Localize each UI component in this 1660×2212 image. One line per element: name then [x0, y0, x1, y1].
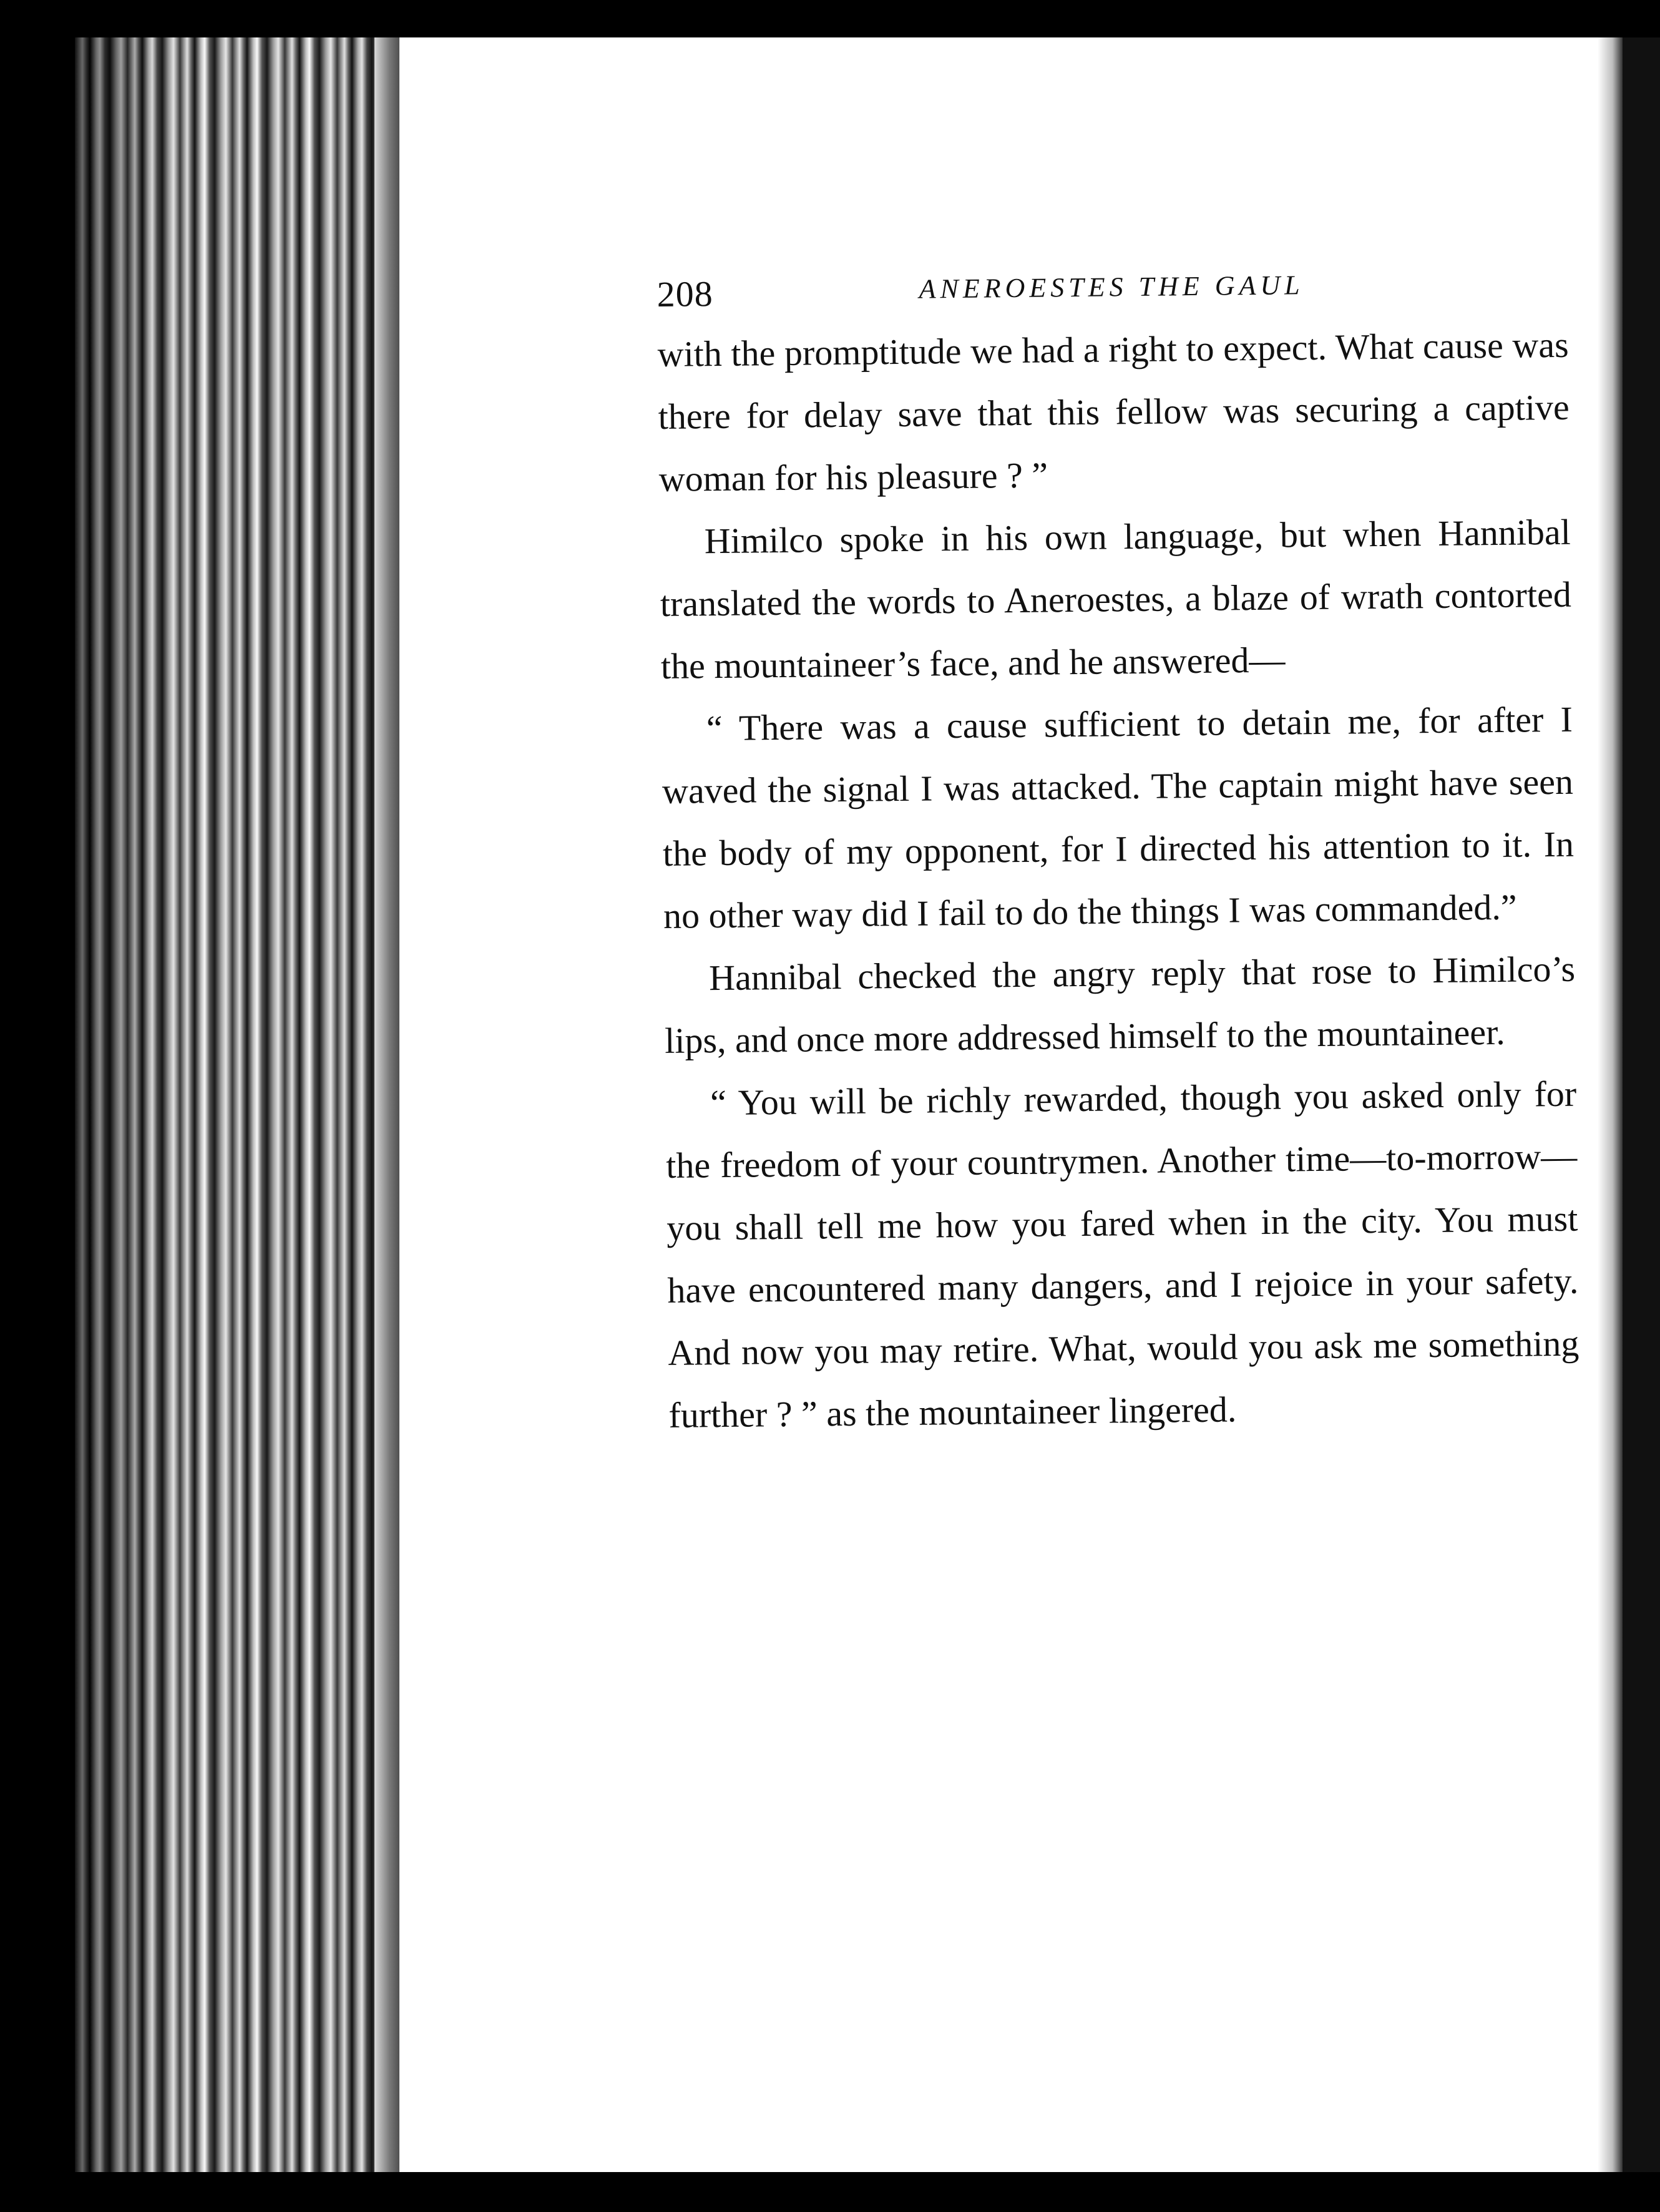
scan-border — [1623, 37, 1660, 2172]
page-edge-shadow — [1598, 37, 1623, 2172]
page-header — [657, 245, 1568, 323]
paragraph-4: Hannibal checked the angry reply that rose to Himilco’s lips, and once more addressed himself to the mountaineer. — [664, 948, 1576, 1061]
paragraph-5: “ You will be richly rewarded, though you asked only for the freedom of your countrymen. Another time—to-morrow—you shall tell me how you fared when in the city. You must have encountered many dangers, and I rejoice in your safety. And now you may retire. What, would you ask me something further ? ” as the mountaineer lingered. — [665, 1073, 1579, 1436]
paragraph-3: “ There was a cause sufficient to detain me, for after I waved the signal I was attacked. The captain might have seen the body of my opponent, for I directed his attention to it. In no other way did I fail to do the things I was commanded.” — [662, 698, 1575, 936]
paragraph-1: with the promptitude we had a right to expect. What cause was there for delay save that this fellow was securing a captive woman for his pleasure ? ” — [657, 324, 1570, 499]
page-number: 208 — [657, 273, 714, 315]
paragraph-2: Himilco spoke in his own language, but when Hannibal translated the words to Aneroestes, a blaze of wrath contorted the mountaineer’s face, and he answered— — [660, 511, 1572, 687]
running-head: ANEROESTES THE GAUL — [919, 270, 1304, 305]
book-page-edges — [75, 37, 412, 2172]
body-text — [657, 314, 1580, 1447]
page-content — [657, 245, 1580, 1447]
